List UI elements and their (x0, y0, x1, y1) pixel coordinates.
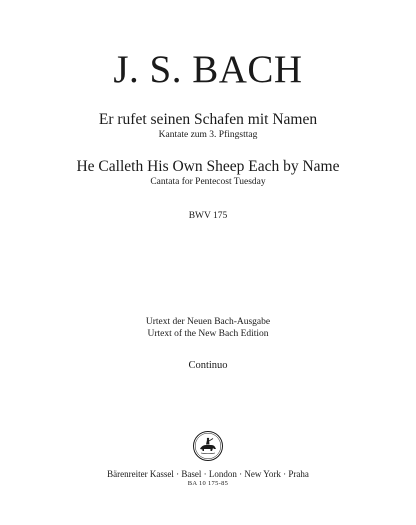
composer-name: J. S. BACH (113, 48, 303, 91)
subtitle-german: Kantate zum 3. Pfingsttag (158, 130, 258, 140)
publisher-line: Bärenreiter Kassel · Basel · London · New York · Praha (107, 469, 309, 479)
title-english: He Calleth His Own Sheep Each by Name (76, 158, 340, 175)
urtext-english: Urtext of the New Bach Edition (147, 329, 269, 339)
bwv-number: BWV 175 (188, 211, 228, 221)
subtitle-english: Cantata for Pentecost Tuesday (150, 177, 266, 187)
title-german: Er rufet seinen Schafen mit Namen (98, 111, 318, 128)
catalog-number: BA 10 175-85 (187, 480, 229, 487)
baerenreiter-logo-icon (192, 430, 224, 462)
part-name: Continuo (188, 360, 228, 371)
urtext-german: Urtext der Neuen Bach-Ausgabe (145, 317, 271, 327)
